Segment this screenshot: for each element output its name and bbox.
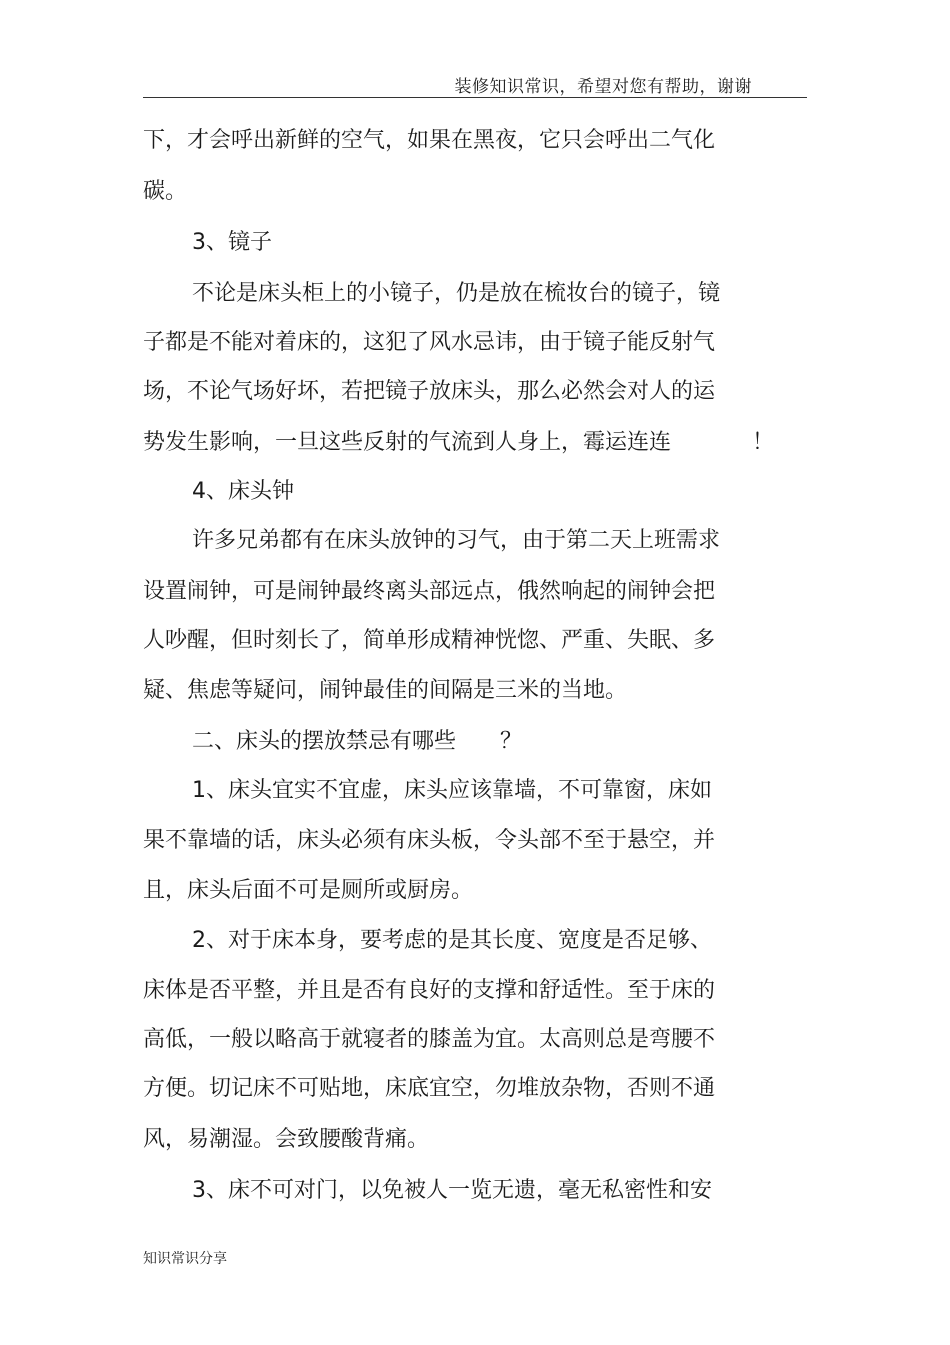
section-heading-bedhead-taboos: 二、床头的摆放禁忌有哪些 <box>192 729 457 754</box>
text-line: 果不靠墙的话，床头必须有床头板，令头部不至于悬空，并 <box>143 828 716 853</box>
text-line: 高低，一般以略高于就寝者的膝盖为宜。太高则总是弯腰不 <box>143 1027 716 1052</box>
text-line: 风，易潮湿。会致腰酸背痛。 <box>143 1127 430 1152</box>
text-line: 2、对于床本身，要考虑的是其长度、宽度是否足够、 <box>192 928 712 953</box>
text-line: 疑、焦虑等疑问，闹钟最佳的间隔是三米的当地。 <box>143 678 628 703</box>
text-line: 势发生影响，一旦这些反射的气流到人身上，霉运连连 <box>143 430 672 455</box>
text-line: 下，才会呼出新鲜的空气，如果在黑夜，它只会呼出二气化 <box>143 128 716 153</box>
text-line: 设置闹钟，可是闹钟最终离头部远点，俄然响起的闹钟会把 <box>143 579 716 604</box>
header-divider <box>143 97 807 98</box>
section-heading-mirror: 3、镜子 <box>192 230 272 255</box>
section-heading-question-mark: ？ <box>500 729 523 754</box>
text-line: 子都是不能对着床的，这犯了风水忌讳，由于镜子能反射气 <box>143 330 716 355</box>
header-title: 装修知识常识，希望对您有帮助，谢谢 <box>454 77 752 97</box>
text-line: 人吵醒，但时刻长了，简单形成精神恍惚、严重、失眠、多 <box>143 628 716 653</box>
text-line-trailing-mark: ！ <box>752 430 775 455</box>
text-line: 不论是床头柜上的小镜子，仍是放在梳妆台的镜子，镜 <box>192 281 721 306</box>
text-line: 方便。切记床不可贴地，床底宜空，勿堆放杂物，否则不通 <box>143 1076 716 1101</box>
text-line: 许多兄弟都有在床头放钟的习气，由于第二天上班需求 <box>192 528 721 553</box>
text-line: 场，不论气场好坏，若把镜子放床头，那么必然会对人的运 <box>143 379 716 404</box>
section-heading-clock: 4、床头钟 <box>192 479 294 504</box>
text-line: 1、床头宜实不宜虚，床头应该靠墙，不可靠窗，床如 <box>192 778 712 803</box>
text-line: 床体是否平整，并且是否有良好的支撑和舒适性。至于床的 <box>143 978 716 1003</box>
page-footer: 知识常识分享 <box>143 1251 227 1267</box>
text-line: 碳。 <box>143 179 188 204</box>
text-line: 且，床头后面不可是厕所或厨房。 <box>143 878 474 903</box>
text-line: 3、床不可对门，以免被人一览无遗，毫无私密性和安 <box>192 1178 712 1203</box>
